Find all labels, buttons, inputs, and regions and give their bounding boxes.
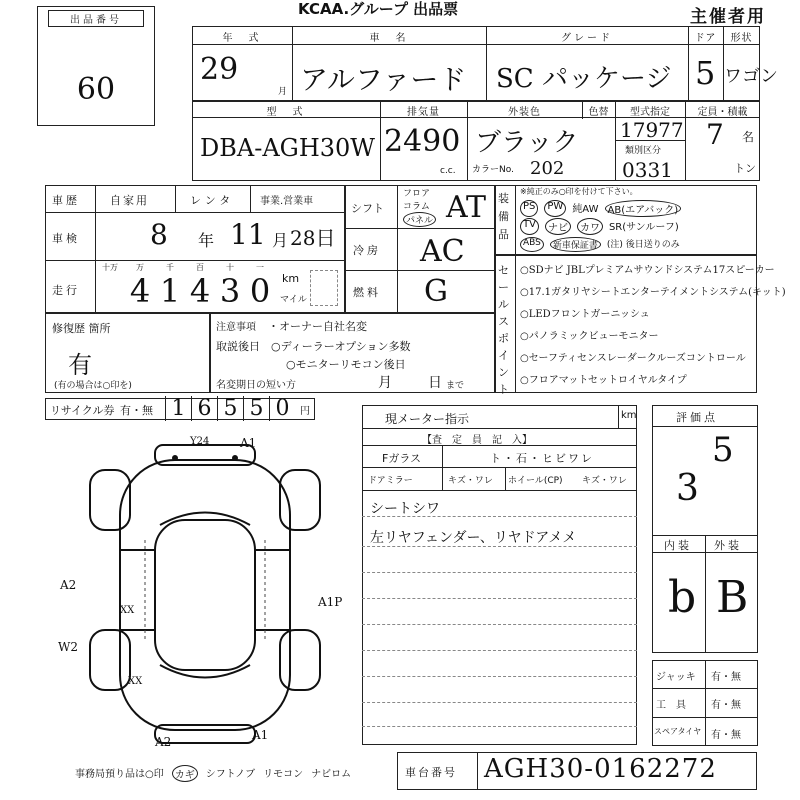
equip-pw: PW (544, 200, 566, 217)
door-label: ドア (694, 33, 717, 44)
sales-point-item: ○LEDフロントガーニッシュ (520, 309, 650, 320)
equipment-row2 (520, 218, 679, 235)
shift-column: コラム (403, 202, 430, 212)
class-label: 類別区分 (625, 146, 662, 156)
shaken-day: 28日 (290, 226, 336, 250)
mark-right: A1P (318, 595, 343, 609)
left-front-wheel (90, 470, 130, 530)
color-label: 外装色 (508, 107, 541, 118)
office-item-shift-knob: シフトノブ (205, 769, 256, 780)
chassis-label: 車台番号 (405, 766, 457, 779)
tool-jack-label: ジャッキ (656, 672, 696, 683)
capacity-unit: 名 (742, 130, 755, 144)
tool-spare-status: 有・無 (711, 730, 741, 741)
inspector-comment-2: 左リヤフェンダー、リヤドアメメ (370, 530, 577, 546)
grade-label: グレード (561, 33, 613, 44)
notes-line1: ・オーナー自社名変 (268, 320, 367, 333)
repair-value: 有 (68, 351, 92, 379)
inspector-comment-1: シートシワ (370, 501, 440, 517)
transfer-month: 月 (378, 375, 392, 391)
mileage-unit: 十 (226, 263, 234, 272)
km-label: km (282, 272, 300, 285)
mileage-digit: 3 (219, 272, 241, 310)
notes-label: 注意事項 (216, 322, 256, 333)
interior-label: 内装 (664, 539, 692, 552)
office-note-label: 事務局預り品は○印 (75, 769, 164, 780)
transfer-label: 名変期日の短い方 (216, 380, 296, 391)
equip-ps: PS (520, 200, 538, 217)
equip-airbag: AB(エアバック) (605, 200, 682, 217)
notes-line2: 取説後日 ○ディーラーオプション多数 (216, 340, 411, 353)
mile-checkbox (310, 270, 338, 306)
history-label: 車歴 (52, 194, 80, 207)
equipment-note: ※純正のみ○印を付けて下さい。 (520, 187, 638, 196)
tool-jack-status: 有・無 (711, 672, 741, 683)
sales-points-label: セールスポイント (498, 264, 509, 396)
mark-left-mid: W2 (58, 640, 78, 654)
history-business: 事業.営業車 (260, 196, 314, 207)
fuel-label: 燃料 (353, 286, 381, 299)
mileage-unit: 百 (196, 263, 204, 272)
repair-note: (有の場合は○印を) (54, 381, 132, 391)
form-title: KCAA.グループ 出品票 (298, 0, 459, 18)
office-item-remote: リモコン (263, 769, 304, 780)
mirror-options: キズ・ワレ (448, 476, 493, 486)
lot-number: 60 (76, 72, 116, 107)
recycle-digit: 6 (191, 396, 217, 421)
mileage-digits (125, 272, 275, 310)
model-value: DBA-AGH30W (200, 134, 375, 162)
meter-label: 現メーター指示 (385, 412, 470, 426)
mileage-unit: 十万 (102, 263, 118, 272)
sales-points-list (520, 260, 786, 392)
color-value: ブラック (475, 128, 579, 158)
organizer-label: 主催者用 (690, 7, 766, 27)
shaken-month: 11 (230, 218, 266, 251)
recycle-digit: 5 (243, 396, 269, 421)
shift-floor: フロア (403, 189, 431, 199)
exterior-value: B (716, 572, 749, 623)
shaken-label: 車検 (52, 232, 80, 245)
transfer-suffix: まで (446, 381, 465, 391)
year-label: 年 式 (222, 33, 262, 44)
score-top: 5 (712, 430, 734, 470)
mark-top: A1 (240, 436, 257, 450)
mark-left-front: A2 (60, 578, 77, 592)
sales-point-item: ○17.1ガタリヤシートエンターテイメントシステム(キット) (520, 287, 786, 298)
recycle-digit: 0 (269, 396, 295, 421)
equipment-row3 (520, 237, 680, 252)
type-spec-value: 17977 (620, 118, 684, 142)
type-spec-label: 型式指定 (630, 107, 670, 118)
color-change-label: 色替 (588, 107, 609, 118)
inspector-title: 【査 定 員 記 入】 (422, 435, 532, 446)
shaken-month-unit: 月 (272, 231, 289, 250)
ton-unit: トン (734, 162, 756, 175)
car-diagram (60, 430, 360, 750)
repair-label: 修復歴 箇所 (52, 322, 111, 335)
capacity-value: 7 (706, 118, 724, 151)
equip-alloy-wheel: 純AW (572, 204, 599, 215)
capacity-label: 定員・積載 (697, 107, 748, 118)
shape-label: 形状 (730, 33, 753, 44)
shift-panel: パネル (403, 212, 436, 227)
interior-value: b (668, 572, 697, 623)
sales-point-item: ○パノラミックビューモニター (520, 331, 659, 342)
office-item-navi-rom: ナビロム (311, 769, 352, 780)
cc-unit: c.c. (440, 166, 456, 176)
lot-label: 出品番号 (48, 10, 144, 27)
car-name-value: アルファード (300, 63, 467, 96)
mile-label: マイル (280, 295, 307, 305)
mileage-digit: 4 (129, 272, 151, 310)
shaken-year: 8 (150, 218, 168, 251)
office-note (75, 765, 351, 782)
model-label: 型 式 (266, 107, 306, 118)
mileage-label: 走行 (52, 284, 80, 297)
mark-bottom-right: A1 (252, 728, 269, 742)
grade-value: SC パッケージ (496, 64, 672, 94)
car-cabin (155, 520, 255, 670)
year-unit: 月 (278, 87, 288, 97)
class-value: 0331 (622, 158, 673, 182)
shape-value: ワゴン (724, 66, 778, 87)
recycle-status: 有・無 (120, 404, 153, 417)
mileage-digit: 1 (159, 272, 181, 310)
history-rental: レンタ (190, 194, 235, 207)
right-front-wheel (280, 470, 320, 530)
score-main: 3 (676, 468, 699, 509)
notes-line3: ○モニターリモコン後日 (286, 358, 406, 371)
equip-later-note: (注) 後日送りのみ (606, 240, 680, 250)
wheel-label: ホイール(CP) (508, 476, 563, 486)
equipment-row1 (520, 200, 681, 217)
chassis-value: AGH30-0162272 (484, 754, 717, 784)
door-value: 5 (695, 54, 716, 92)
mirror-label: ドアミラー (368, 476, 413, 486)
tool-kit-status: 有・無 (711, 700, 741, 711)
f-glass-options: ト・石・ヒビワレ (490, 452, 594, 465)
shaken-year-unit: 年 (198, 231, 215, 250)
recycle-label: リサイクル券 (50, 404, 115, 417)
mileage-digit: 0 (249, 272, 271, 310)
mark-xx-1: XX (120, 605, 135, 616)
mark-bottom-left: A2 (155, 735, 172, 749)
shift-value: AT (446, 190, 487, 225)
equip-tv: TV (520, 218, 539, 235)
equip-warranty: 新車保証書 (550, 237, 601, 252)
sales-point-item: ○フロアマットセットロイヤルタイプ (520, 375, 687, 386)
recycle-digit: 1 (165, 396, 191, 421)
recycle-digit: 5 (217, 396, 243, 421)
office-item-key: カギ (172, 765, 198, 782)
tool-kit-label: 工 具 (656, 700, 686, 711)
mileage-unit: 一 (256, 263, 264, 272)
cc-value: 2490 (384, 124, 461, 159)
year-value: 29 (200, 52, 239, 87)
equip-abs: ABS (520, 237, 544, 252)
color-code-label: カラーNo. (472, 165, 514, 175)
history-private: 自家用 (110, 194, 149, 207)
mileage-unit: 万 (136, 263, 144, 272)
recycle-unit: 円 (300, 406, 310, 417)
equip-leather: カワ (577, 218, 603, 235)
shift-label: シフト (351, 202, 384, 215)
score-label: 評価点 (676, 411, 718, 424)
f-glass-label: Fガラス (382, 452, 421, 465)
name-label: 車 名 (369, 33, 409, 44)
fuel-value: G (424, 274, 448, 309)
recycle-digits (165, 396, 295, 421)
mark-xx-2: XX (128, 676, 143, 687)
ac-label: 冷房 (353, 244, 381, 257)
tool-spare-label: スペアタイヤ (654, 727, 702, 736)
sales-point-item: ○SDナビ JBLプレミアムサウンドシステム17スピーカー (520, 265, 775, 276)
mileage-digit: 4 (189, 272, 211, 310)
transfer-day: 日 (428, 375, 442, 391)
sales-point-item: ○セーフティセンスレーダークルーズコントロール (520, 353, 746, 364)
exterior-label: 外装 (714, 539, 742, 552)
right-rear-wheel (280, 630, 320, 690)
ac-value: AC (420, 234, 465, 269)
equip-sunroof: SR(サンルーフ) (608, 222, 679, 233)
cc-label: 排気量 (407, 107, 440, 118)
left-rear-wheel (90, 630, 130, 690)
meter-unit: km (621, 410, 637, 421)
mileage-unit: 千 (166, 263, 174, 272)
equip-navi: ナビ (545, 218, 571, 235)
equipment-label: 装備品 (498, 192, 509, 241)
color-code-value: 202 (530, 158, 565, 179)
mark-top-left: Y24 (190, 436, 210, 447)
wheel-options: キズ・ワレ (582, 476, 627, 486)
